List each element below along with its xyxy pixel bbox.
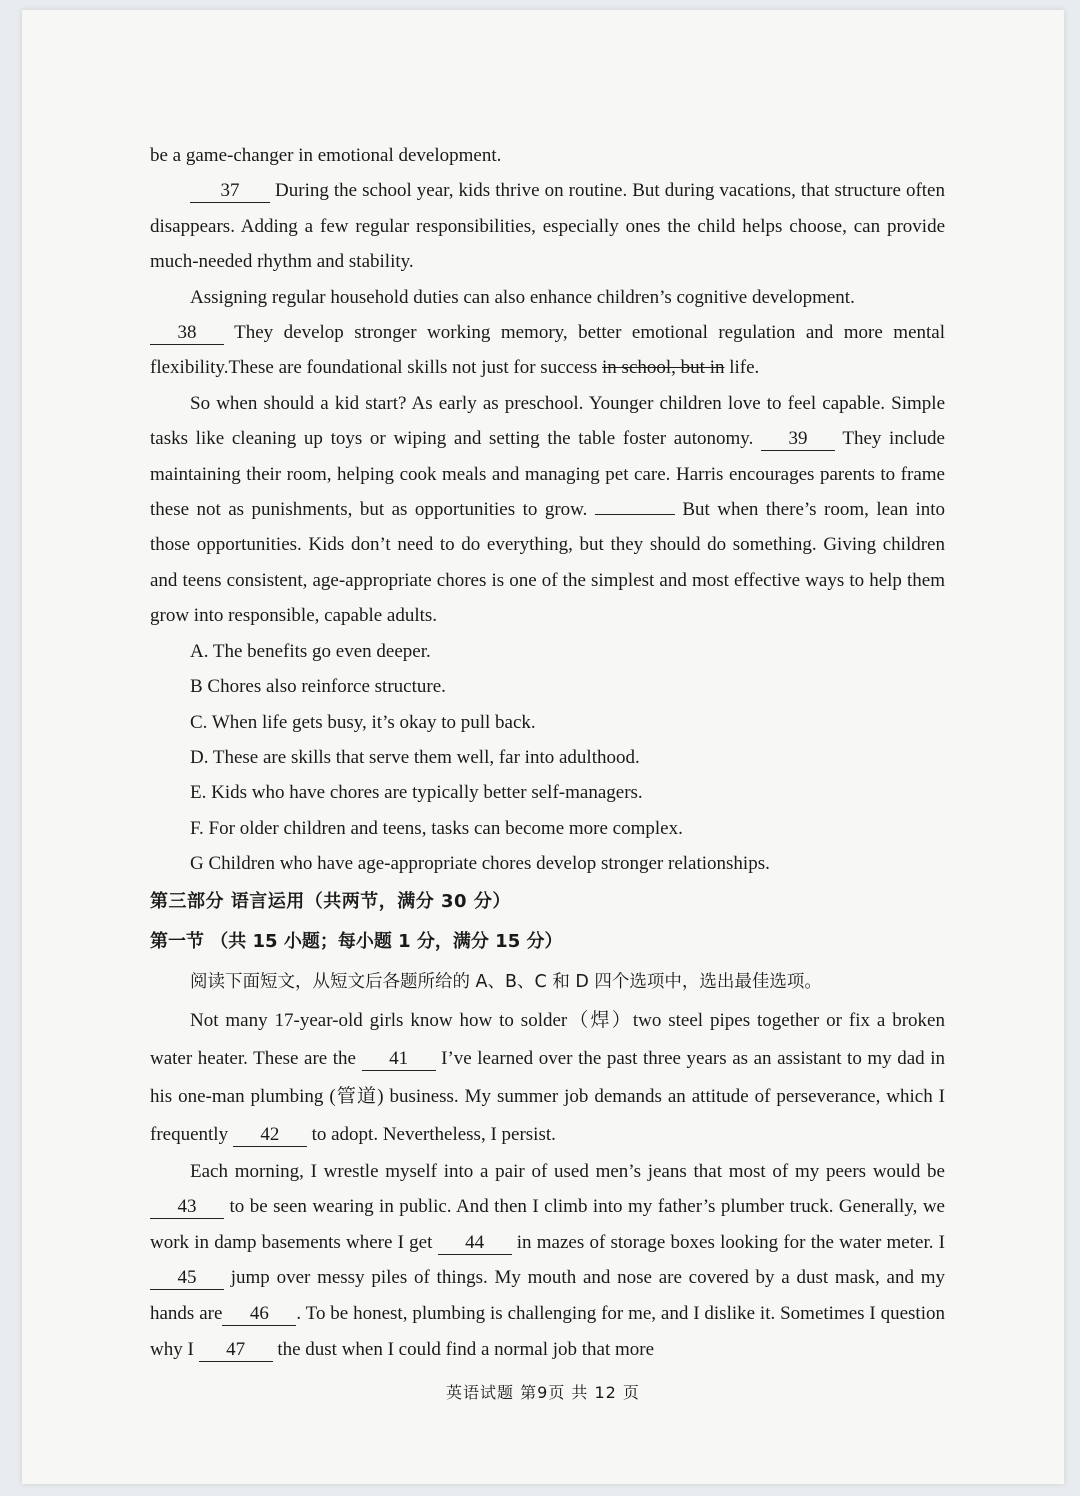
page-footer: 英语试题 第9页 共 12 页 — [446, 1383, 640, 1402]
section1-heading: 第一节 （共 15 小题；每小题 1 分，满分 15 分） — [150, 930, 563, 952]
blank-37: 37 — [190, 180, 270, 203]
blank-45: 45 — [150, 1267, 224, 1290]
blank-38: 38 — [150, 322, 224, 345]
option-c: C. When life gets busy, it’s okay to pull back. — [190, 711, 536, 733]
blank-41: 41 — [362, 1048, 436, 1071]
part3-heading: 第三部分 语言运用（共两节，满分 30 分） — [150, 890, 511, 912]
blank-47: 47 — [199, 1339, 273, 1362]
page-content — [150, 138, 945, 1367]
option-g: G Children who have age-appropriate chores develop stronger relationships. — [190, 853, 770, 875]
exam-page — [22, 10, 1064, 1484]
paragraph-continuation: be a game-changer in emotional development. — [150, 145, 502, 166]
option-a: A. The benefits go even deeper. — [190, 640, 431, 662]
blank-43: 43 — [150, 1196, 224, 1219]
option-b: B Chores also reinforce structure. — [190, 676, 446, 698]
blank-42: 42 — [233, 1124, 307, 1147]
paragraph-39: So when should a kid start? As early as preschool. Younger children love to feel capable. Simple tasks like cleaning up toys or wiping and setting the table foster autonomy. 39 They include maintaining their room, helping cook meals and managing pet care. Harris encourages parents to frame these not as punishments, but as opportunities to grow. But when there’s room, lean into those opportunities. Kids don’t need to do everything, but they should do something. Giving children and teens consistent, age-appropriate chores is one of the simplest and most effective ways to help them grow into responsible, capable adults. — [150, 392, 946, 627]
options-list — [150, 634, 945, 882]
instruction-text: 阅读下面短文，从短文后各题所给的 A、B、C 和 D 四个选项中，选出最佳选项。 — [190, 971, 822, 992]
paragraph-37: 37 During the school year, kids thrive on routine. But during vacations, that structure often disappears. Adding a few regular responsibilities, especially ones the child helps choose, can provide much-needed rhythm and stability. — [150, 180, 945, 273]
paragraph-cognitive: Assigning regular household duties can also enhance children’s cognitive development. — [190, 286, 855, 308]
strikethrough-text: in school, but in — [602, 357, 725, 379]
blank-46: 46 — [222, 1303, 296, 1326]
blank-44: 44 — [438, 1232, 512, 1255]
paragraph-43: Each morning, I wrestle myself into a pair of used men’s jeans that most of my peers would be 43 to be seen wearing in public. And then I climb into my father’s plumber truck. Generally, we work in damp basements where I get 44 in mazes of storage boxes looking for the water meter. I 45 jump over messy piles of things. My mouth and nose are covered by a dust mask, and my hands are 46 . To be honest, plumbing is challenging for me, and I dislike it. Sometimes I question why I 47 the dust when I could find a normal job that more — [150, 1160, 946, 1360]
option-e: E. Kids who have chores are typically better self-managers. — [190, 782, 643, 804]
blank-40 — [595, 514, 675, 515]
option-d: D. These are skills that serve them well, far into adulthood. — [190, 746, 640, 768]
blank-39: 39 — [761, 428, 835, 451]
paragraph-38: 38 They develop stronger working memory, better emotional regulation and more mental flexibility.These are foundational skills not just for success in school, but in life. — [150, 322, 945, 379]
option-f: F. For older children and teens, tasks can become more complex. — [190, 817, 683, 839]
paragraph-41: Not many 17-year-old girls know how to solder（焊）two steel pipes together or fix a broken water heater. These are the 41 I’ve learned over the past three years as an assistant to my dad in his one-man plumbing (管道) business. My summer job demands an attitude of perseverance, which I frequently 42 to adopt. Nevertheless, I persist. — [150, 1009, 946, 1145]
